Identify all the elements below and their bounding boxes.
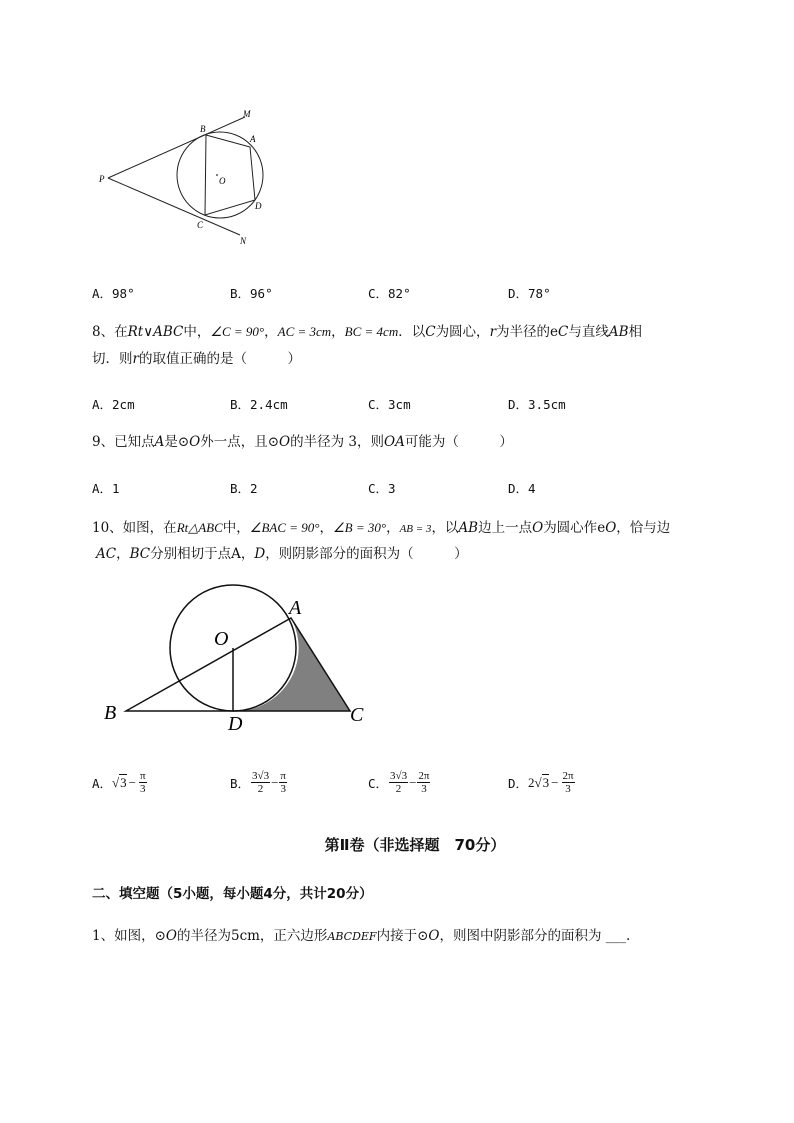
quadrilateral-bacd bbox=[205, 135, 255, 215]
q7-option-d: D．78° bbox=[508, 286, 551, 301]
q8-option-d: D．3.5cm bbox=[508, 397, 566, 412]
circle-o bbox=[177, 132, 263, 218]
label-a: A bbox=[289, 597, 302, 619]
q7-option-b: B．96° bbox=[230, 286, 273, 301]
q8-line1: 8、在Rt∨ABC中，∠C = 90°，AC = 3cm，BC = 4cm．以C为圆心，r为半径的eC与直线AB相 bbox=[92, 324, 643, 340]
q7-option-c: C．82° bbox=[368, 286, 411, 301]
label-c: C bbox=[350, 704, 364, 726]
label-d: D bbox=[255, 201, 262, 211]
figure-tangent-circle bbox=[90, 100, 280, 255]
q10-line1: 10、如图，在Rt△ABC中，∠BAC = 90°，∠B = 30°，AB = 3，以AB边上一点O为圆心作eO，恰与边 bbox=[92, 520, 671, 536]
label-o: O bbox=[214, 628, 229, 650]
label-b: B bbox=[200, 124, 206, 134]
figure-triangle-circle bbox=[96, 582, 386, 742]
q8-option-b: B．2.4cm bbox=[230, 397, 288, 412]
q10-option-d: D． 2 √ 3 − $\frac{2\pi}{3}$ bbox=[508, 770, 574, 795]
shaded-region bbox=[233, 618, 350, 711]
q8-option-c: C．3cm bbox=[368, 397, 411, 412]
q9-option-d: D．4 bbox=[508, 481, 536, 496]
q10-option-b: B． $\frac{3√3}{2}$ − $\frac{\pi}{3}$ bbox=[230, 770, 286, 795]
tangent-line-pm bbox=[108, 117, 245, 178]
q9-option-a: A．1 bbox=[92, 481, 120, 496]
q9-line: 9、已知点A是⊙O外一点，且⊙O的半径为 3，则OA可能为（ ） bbox=[92, 434, 513, 450]
label-c: C bbox=[197, 220, 204, 230]
q9-option-c: C．3 bbox=[368, 481, 396, 496]
sqrt-symbol: √ bbox=[112, 774, 120, 790]
tangent-line-pn bbox=[108, 178, 240, 235]
q10-line2: AC，BC分别相切于点A，D，则阴影部分的面积为（ ） bbox=[96, 546, 468, 562]
q9-option-b: B．2 bbox=[230, 481, 258, 496]
q7-option-a: A．98° bbox=[92, 286, 135, 301]
label-b: B bbox=[104, 702, 117, 724]
sqrt-symbol: √ bbox=[534, 774, 542, 790]
label-o: O bbox=[219, 176, 226, 186]
label-a: A bbox=[250, 134, 256, 144]
label-p: P bbox=[99, 174, 105, 184]
label-d: D bbox=[228, 713, 243, 735]
fill1-question: 1、如图，⊙O的半径为5cm，正六边形ABCDEF内接于⊙O，则图中阴影部分的面积为 ___. bbox=[92, 928, 631, 944]
label-n: N bbox=[240, 236, 247, 246]
q10-option-a: A． √ 3 − $\frac{\pi}{3}$ bbox=[92, 770, 146, 795]
label-m: M bbox=[243, 109, 251, 119]
center-dot bbox=[216, 174, 218, 176]
q8-line2: 切．则r的取值正确的是（ ） bbox=[92, 351, 301, 367]
q10-option-c: C． $\frac{3√3}{2}$ − $\frac{2\pi}{3}$ bbox=[368, 770, 430, 795]
part2-heading: 二、填空题（5小题，每小题4分，共计20分） bbox=[92, 886, 373, 902]
section-title: 第Ⅱ卷（非选择题 70分） bbox=[324, 836, 506, 854]
q8-option-a: A．2cm bbox=[92, 397, 135, 412]
